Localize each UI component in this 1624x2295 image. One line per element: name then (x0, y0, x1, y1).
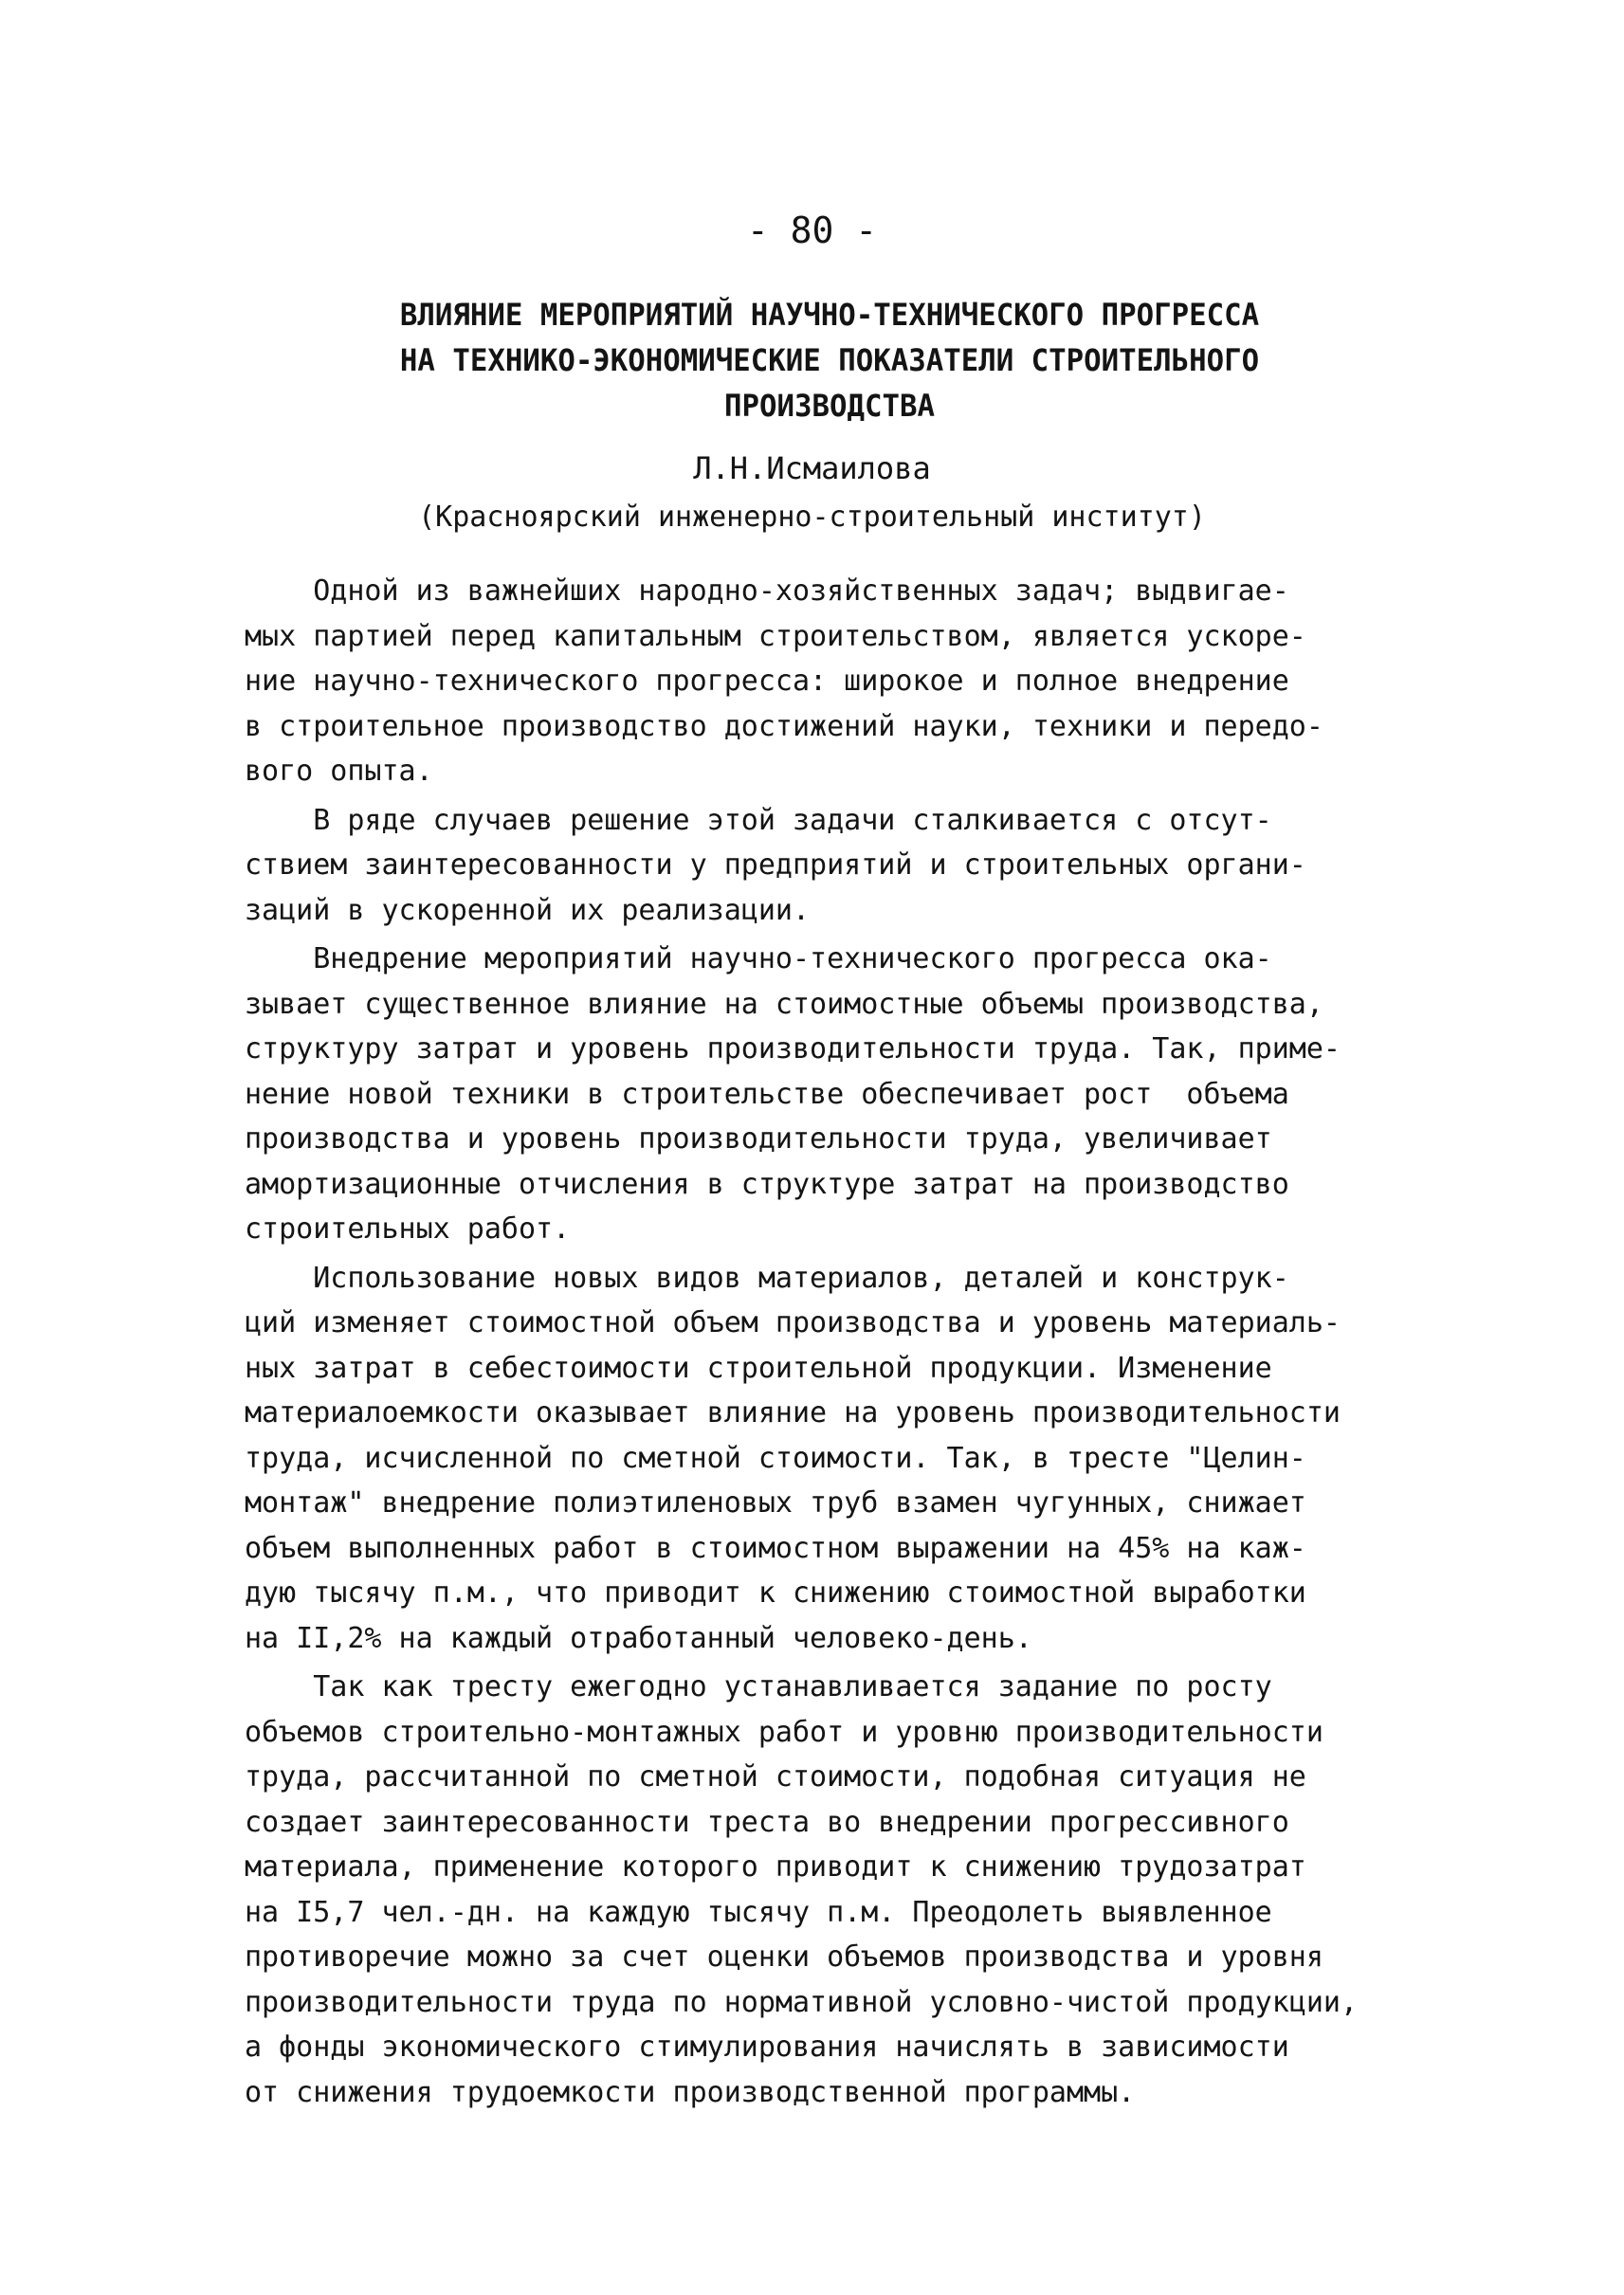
paragraph (245, 1256, 1430, 1662)
text-line: нение новой техники в строительстве обеспечивает рост объема (245, 1077, 1289, 1111)
text-line: ций изменяет стоимостной объем производства и уровень материаль- (245, 1306, 1341, 1339)
author-name: Л.Н.Исмаилова (693, 450, 931, 486)
page-number: - 80 - (746, 209, 878, 251)
title-line: ВЛИЯНИЕ МЕРОПРИЯТИЙ НАУЧНО-ТЕХНИЧЕСКОГО ПРОГРЕССА (399, 297, 1260, 333)
text-line: на I5,7 чел.-дн. на каждую тысячу п.м. Преодолеть выявленное (245, 1895, 1272, 1929)
text-line: ствием заинтересованности у предприятий и строительных органи- (245, 848, 1306, 882)
article-body (245, 569, 1430, 2119)
text-line: Внедрение мероприятий научно-технического прогресса ока- (245, 942, 1272, 975)
text-line: материала, применение которого приводит к снижению трудозатрат (245, 1850, 1306, 1884)
text-line: вого опыта. (245, 755, 433, 788)
title-line: НА ТЕХНИКО-ЭКОНОМИЧЕСКИЕ ПОКАЗАТЕЛИ СТРОИТЕЛЬНОГО (399, 342, 1260, 378)
text-line: производства и уровень производительности труда, увеличивает (245, 1122, 1272, 1156)
text-line: ных затрат в себестоимости строительной продукции. Изменение (245, 1351, 1272, 1385)
text-line: монтаж" внедрение полиэтиленовых труб взамен чугунных, снижает (245, 1486, 1306, 1520)
text-line: строительных работ. (245, 1212, 571, 1246)
text-line: производительности труда по нормативной условно-чистой продукции, (245, 1985, 1358, 2019)
text-line: Одной из важнейших народно-хозяйственных задач; выдвигае- (245, 574, 1289, 608)
paragraph (245, 798, 1430, 934)
text-line: материалоемкости оказывает влияние на уровень производительности (245, 1396, 1341, 1430)
text-line: В ряде случаев решение этой задачи сталкивается с отсут- (245, 803, 1272, 837)
text-line: структуру затрат и уровень производительности труда. Так, приме- (245, 1032, 1341, 1066)
text-line: создает заинтересованности треста во внедрении прогрессивного (245, 1805, 1289, 1839)
text-line: труда, рассчитанной по сметной стоимости, подобная ситуация не (245, 1760, 1306, 1794)
text-line: а фонды экономического стимулирования начислять в зависимости (245, 2031, 1289, 2064)
text-line: противоречие можно за счет оценки объемов производства и уровня (245, 1940, 1323, 1974)
paragraph (245, 569, 1430, 794)
text-line: мых партией перед капитальным строительством, является ускоре- (245, 619, 1306, 653)
title-line: ПРОИЗВОДСТВА (724, 388, 935, 424)
author-affiliation: (Красноярский инженерно-строительный институт) (418, 501, 1206, 534)
text-line: ние научно-технического прогресса: широкое и полное внедрение (245, 665, 1289, 698)
text-line: Так как тресту ежегодно устанавливается задание по росту (245, 1670, 1272, 1703)
text-line: зывает существенное влияние на стоимостные объемы производства, (245, 987, 1323, 1021)
paragraph (245, 937, 1430, 1252)
text-line: объем выполненных работ в стоимостном выражении на 45% на каж- (245, 1531, 1306, 1565)
text-line: заций в ускоренной их реализации. (245, 893, 811, 927)
text-line: от снижения трудоемкости производственной программы. (245, 2075, 1136, 2109)
text-line: на II,2% на каждый отработанный человеко-день. (245, 1621, 1032, 1655)
text-line: в строительное производство достижений науки, техники и передо- (245, 709, 1323, 743)
text-line: объемов строительно-монтажных работ и уровню производительности (245, 1715, 1323, 1749)
text-line: дую тысячу п.м., что приводит к снижению стоимостной выработки (245, 1576, 1306, 1610)
text-line: амортизационные отчисления в структуре затрат на производство (245, 1167, 1289, 1201)
paragraph (245, 1665, 1430, 2115)
text-line: Использование новых видов материалов, деталей и конструк- (245, 1261, 1289, 1295)
text-line: труда, исчисленной по сметной стоимости. Так, в тресте "Целин- (245, 1441, 1306, 1475)
article-title (306, 292, 1353, 428)
